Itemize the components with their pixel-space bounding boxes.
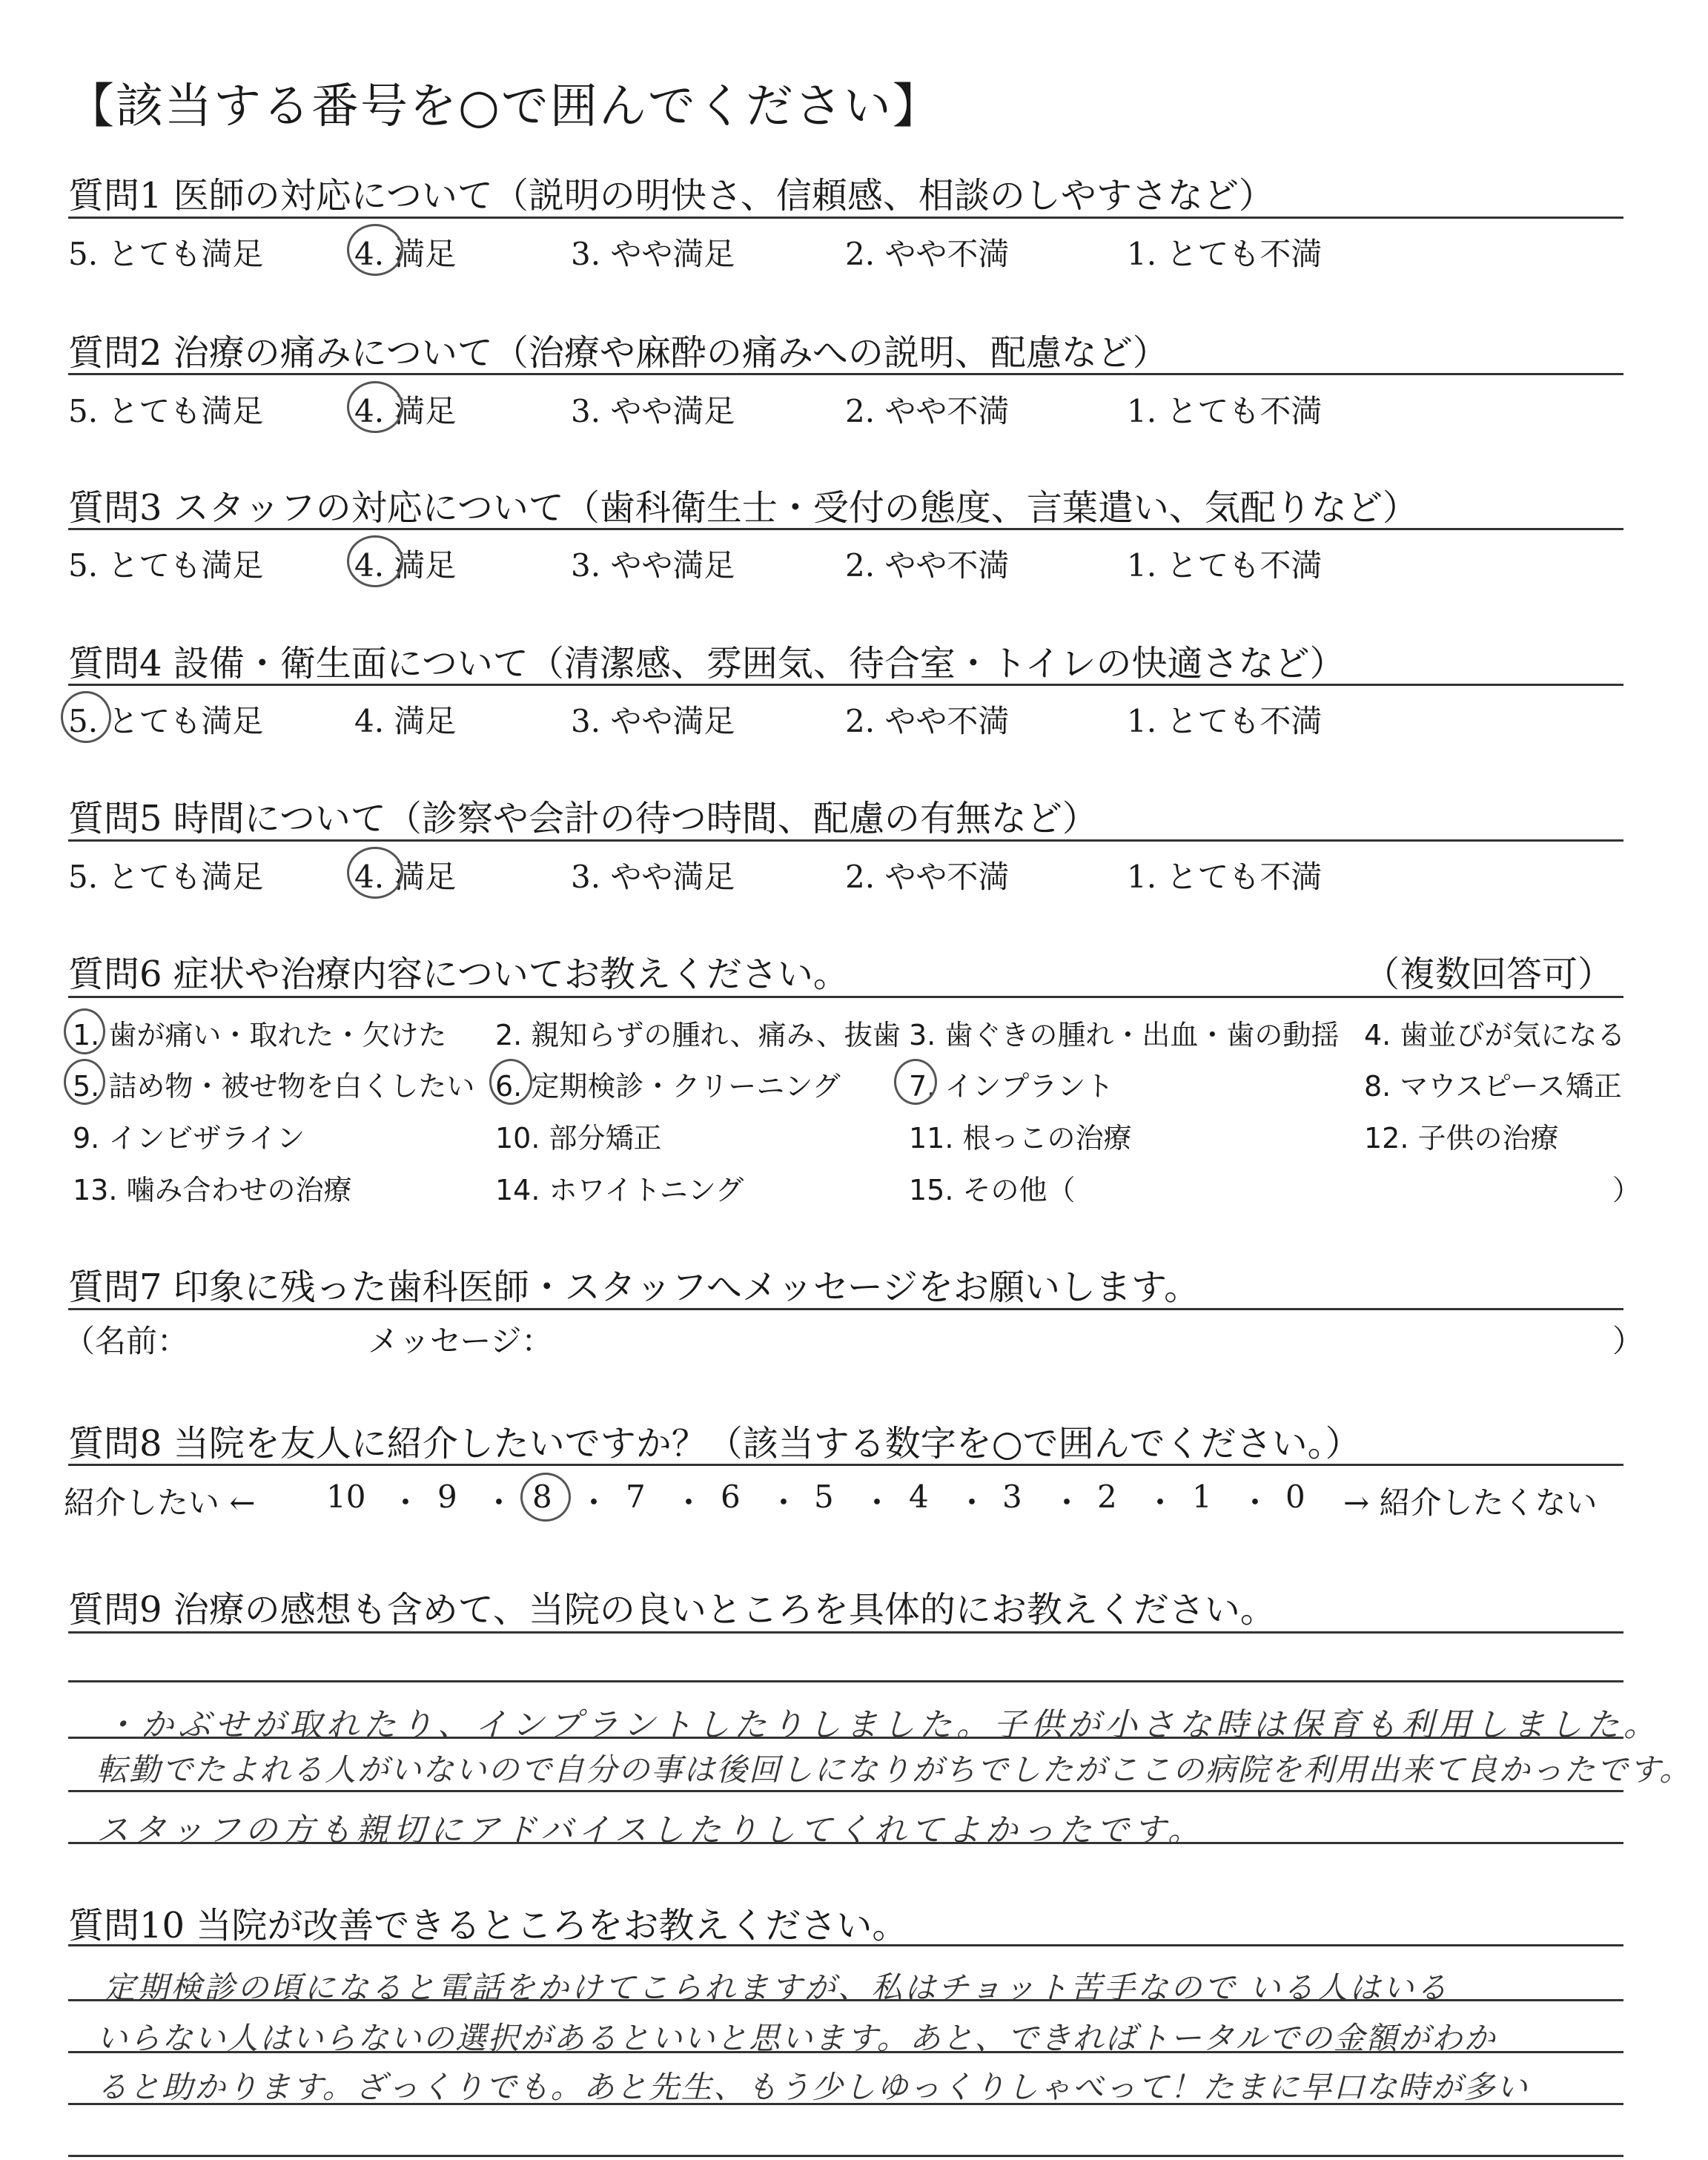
q8-number-9[interactable]: 9 xyxy=(437,1479,457,1515)
question-7-rule xyxy=(68,1308,1623,1310)
q8-sep: ・ xyxy=(390,1484,422,1521)
q10-line-2 xyxy=(68,1999,1623,2001)
q1-option-1[interactable]: 1. とても不満 xyxy=(1127,236,1323,272)
question-4-rule xyxy=(68,684,1623,686)
question-6-rule xyxy=(68,996,1623,998)
question-6-title: 質問6 症状や治療内容についてお教えください。 xyxy=(68,954,849,995)
q8-sep: ・ xyxy=(956,1484,988,1521)
q6-item-10[interactable]: 10. 部分矯正 xyxy=(495,1122,662,1155)
q8-number-1[interactable]: 1 xyxy=(1192,1479,1212,1515)
question-6-note: （複数回答可） xyxy=(1364,954,1614,995)
q5-option-5[interactable]: 5. とても満足 xyxy=(68,859,264,895)
q10-line-3 xyxy=(68,2051,1623,2053)
q2-option-1[interactable]: 1. とても不満 xyxy=(1127,393,1323,429)
question-8-title: 質問8 当院を友人に紹介したいですか？（該当する数字を○で囲んでください。） xyxy=(68,1423,1361,1464)
q8-sep: ・ xyxy=(1239,1484,1271,1521)
q10-handwritten-line-3: ると助かります。ざっくりでも。あと先生、もう少しゆっくりしゃべって！たまに早口な時が多い xyxy=(96,2069,1529,2105)
form-header: 【該当する番号を○で囲んでください】 xyxy=(67,79,941,134)
q9-line-1 xyxy=(68,1680,1623,1682)
question-2-title: 質問2 治療の痛みについて（治療や麻酔の痛みへの説明、配慮など） xyxy=(68,332,1168,374)
q10-handwritten-line-2: いらない人はいらないの選択があるといいと思います。あと、できればトータルでの金額がわか xyxy=(96,2020,1497,2056)
q8-number-10[interactable]: 10 xyxy=(326,1479,366,1515)
q2-option-3[interactable]: 3. やや満足 xyxy=(571,393,735,429)
q3-option-3[interactable]: 3. やや満足 xyxy=(571,547,735,584)
q8-sep: ・ xyxy=(1051,1484,1083,1521)
q9-line-3 xyxy=(68,1790,1623,1792)
q2-option-4[interactable]: 4. 満足 xyxy=(354,393,457,429)
q6-item-7[interactable]: 7. インプラント xyxy=(909,1070,1114,1103)
q8-sep: ・ xyxy=(673,1484,705,1521)
q1-option-5[interactable]: 5. とても満足 xyxy=(68,236,264,272)
q1-option-4[interactable]: 4. 満足 xyxy=(354,236,457,272)
q8-number-7[interactable]: 7 xyxy=(626,1479,646,1515)
q8-number-0[interactable]: 0 xyxy=(1285,1479,1305,1515)
question-10-title: 質問10 当院が改善できるところをお教えください。 xyxy=(68,1905,908,1946)
q10-line-5 xyxy=(68,2155,1623,2157)
q6-item-15[interactable]: 15. その他（ xyxy=(909,1174,1076,1206)
q6-other-close-paren: ） xyxy=(1612,1174,1641,1206)
q9-handwritten-line-2: 転勤でたよれる人がいないので自分の事は後回しになりがちでしたがここの病院を利用出来て良かったです。 xyxy=(96,1751,1692,1788)
q6-item-8[interactable]: 8. マウスピース矯正 xyxy=(1364,1070,1622,1103)
q8-number-6[interactable]: 6 xyxy=(721,1479,741,1515)
q8-number-8[interactable]: 8 xyxy=(532,1479,552,1515)
q6-item-13[interactable]: 13. 噛み合わせの治療 xyxy=(73,1174,352,1206)
question-1-title: 質問1 医師の対応について（説明の明快さ、信頼感、相談のしやすさなど） xyxy=(68,175,1274,217)
question-9-title: 質問9 治療の感想も含めて、当院の良いところを具体的にお教えください。 xyxy=(68,1589,1276,1631)
question-3-rule xyxy=(68,528,1623,530)
question-1-rule xyxy=(68,217,1623,219)
q1-option-3[interactable]: 3. やや満足 xyxy=(571,236,735,272)
q7-close-paren: ） xyxy=(1612,1323,1644,1359)
q8-scale-right: → 紹介したくない xyxy=(1343,1484,1598,1521)
q1-option-2[interactable]: 2. やや不満 xyxy=(845,236,1010,272)
q9-handwritten-line-3: スタッフの方も親切にアドバイスしたりしてくれてよかったです。 xyxy=(96,1811,1205,1849)
q8-number-3[interactable]: 3 xyxy=(1002,1479,1022,1515)
q6-item-5[interactable]: 5. 詰め物・被せ物を白くしたい xyxy=(73,1070,475,1103)
q8-scale-left: 紹介したい ← xyxy=(64,1484,256,1521)
q4-option-4[interactable]: 4. 満足 xyxy=(354,703,457,739)
q6-item-1[interactable]: 1. 歯が痛い・取れた・欠けた xyxy=(73,1019,447,1051)
q6-item-14[interactable]: 14. ホワイトニング xyxy=(495,1174,744,1206)
q9-line-2 xyxy=(68,1737,1623,1739)
q10-line-1 xyxy=(68,1944,1623,1946)
q4-option-5[interactable]: 5. とても満足 xyxy=(68,703,264,739)
q9-handwritten-line-1: ・かぶせが取れたり、インプラントしたりしました。子供が小さな時は保育も利用しました。 xyxy=(104,1706,1661,1744)
q6-item-9[interactable]: 9. インビザライン xyxy=(73,1122,305,1155)
question-5-rule xyxy=(68,839,1623,842)
q8-sep: ・ xyxy=(483,1484,515,1521)
q7-name-label: （名前： xyxy=(64,1323,189,1359)
q8-sep: ・ xyxy=(1145,1484,1176,1521)
q4-option-3[interactable]: 3. やや満足 xyxy=(571,703,735,739)
q8-number-4[interactable]: 4 xyxy=(909,1479,929,1515)
q6-item-12[interactable]: 12. 子供の治療 xyxy=(1364,1122,1559,1155)
question-3-title: 質問3 スタッフの対応について（歯科衛生士・受付の態度、言葉遣い、気配りなど） xyxy=(68,487,1418,529)
question-7-title: 質問7 印象に残った歯科医師・スタッフへメッセージをお願いします。 xyxy=(68,1266,1200,1308)
question-4-title: 質問4 設備・衛生面について（清潔感、雰囲気、待合室・トイレの快適さなど） xyxy=(68,643,1345,684)
question-5-title: 質問5 時間について（診察や会計の待つ時間、配慮の有無など） xyxy=(68,798,1098,839)
q3-option-1[interactable]: 1. とても不満 xyxy=(1127,547,1323,584)
q5-option-4[interactable]: 4. 満足 xyxy=(354,859,457,895)
q5-option-2[interactable]: 2. やや不満 xyxy=(845,859,1010,895)
q8-sep: ・ xyxy=(578,1484,610,1521)
q4-option-1[interactable]: 1. とても不満 xyxy=(1127,703,1323,739)
q6-item-4[interactable]: 4. 歯並びが気になる xyxy=(1364,1019,1626,1051)
q10-handwritten-line-1: 定期検診の頃になると電話をかけてこられますが、私はチョット苦手なので いる人はいる xyxy=(104,1969,1450,2006)
q9-line-4 xyxy=(68,1842,1623,1844)
question-2-rule xyxy=(68,373,1623,375)
q8-number-2[interactable]: 2 xyxy=(1097,1479,1117,1515)
q6-item-3[interactable]: 3. 歯ぐきの腫れ・出血・歯の動揺 xyxy=(909,1019,1340,1051)
q8-sep: ・ xyxy=(768,1484,800,1521)
q5-option-3[interactable]: 3. やや満足 xyxy=(571,859,735,895)
q8-number-5[interactable]: 5 xyxy=(814,1479,834,1515)
q8-sep: ・ xyxy=(861,1484,893,1521)
q2-option-2[interactable]: 2. やや不満 xyxy=(845,393,1010,429)
q3-option-4[interactable]: 4. 満足 xyxy=(354,547,457,584)
q7-message-label: メッセージ： xyxy=(368,1323,553,1359)
q10-line-4 xyxy=(68,2103,1623,2105)
q3-option-2[interactable]: 2. やや不満 xyxy=(845,547,1010,584)
q3-option-5[interactable]: 5. とても満足 xyxy=(68,547,264,584)
q4-option-2[interactable]: 2. やや不満 xyxy=(845,703,1010,739)
q9-line-0 xyxy=(68,1631,1623,1634)
question-8-rule xyxy=(68,1464,1623,1466)
q6-item-2[interactable]: 2. 親知らずの腫れ、痛み、抜歯 xyxy=(495,1019,901,1051)
q5-option-1[interactable]: 1. とても不満 xyxy=(1127,859,1323,895)
q2-option-5[interactable]: 5. とても満足 xyxy=(68,393,264,429)
q6-item-6[interactable]: 6. 定期検診・クリーニング xyxy=(495,1070,841,1103)
q6-item-11[interactable]: 11. 根っこの治療 xyxy=(909,1122,1132,1155)
